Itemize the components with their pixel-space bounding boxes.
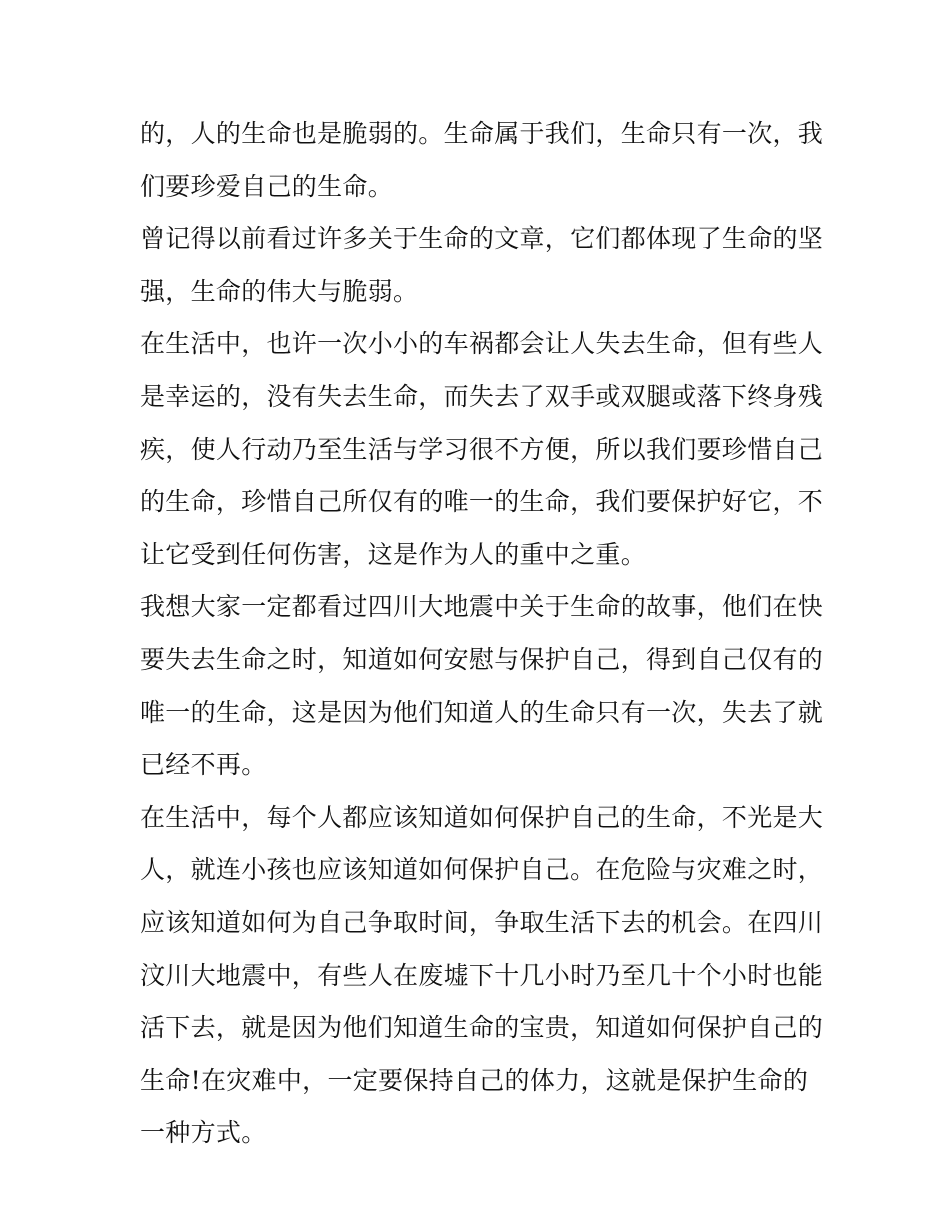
text-line: 在生活中，每个人都应该知道如何保护自己的生命，不光是大 — [140, 802, 824, 832]
text-line: 汶川大地震中，有些人在废墟下十几小时乃至几十个小时也能 — [140, 960, 824, 990]
text-line: 生命!在灾难中，一定要保持自己的体力，这就是保护生命的 — [140, 1065, 809, 1095]
text-line: 唯一的生命，这是因为他们知道人的生命只有一次，失去了就 — [140, 697, 824, 727]
text-line: 应该知道如何为自己争取时间，争取生活下去的机会。在四川 — [140, 907, 824, 937]
text-line: 是幸运的，没有失去生命，而失去了双手或双腿或落下终身残 — [140, 381, 824, 411]
text-line: 我想大家一定都看过四川大地震中关于生命的故事，他们在快 — [140, 592, 824, 622]
text-line: 已经不再。 — [140, 750, 267, 780]
text-line: 疾，使人行动乃至生活与学习很不方便，所以我们要珍惜自己 — [140, 434, 824, 464]
text-line: 曾记得以前看过许多关于生命的文章，它们都体现了生命的坚 — [140, 224, 824, 254]
text-line: 的生命，珍惜自己所仅有的唯一的生命，我们要保护好它，不 — [140, 487, 824, 517]
text-line: 一种方式。 — [140, 1118, 267, 1148]
text-line: 强，生命的伟大与脆弱。 — [140, 276, 419, 306]
text-line: 活下去，就是因为他们知道生命的宝贵，知道如何保护自己的 — [140, 1013, 824, 1043]
document-body — [140, 108, 824, 1160]
text-line: 们要珍爱自己的生命。 — [140, 171, 394, 201]
text-line: 让它受到任何伤害，这是作为人的重中之重。 — [140, 539, 647, 569]
text-line: 要失去生命之时，知道如何安慰与保护自己，得到自己仅有的 — [140, 644, 824, 674]
text-line: 在生活中，也许一次小小的车祸都会让人失去生命，但有些人 — [140, 329, 824, 359]
text-line: 人，就连小孩也应该知道如何保护自己。在危险与灾难之时， — [140, 855, 824, 885]
text-line: 的，人的生命也是脆弱的。生命属于我们，生命只有一次，我 — [140, 119, 824, 148]
